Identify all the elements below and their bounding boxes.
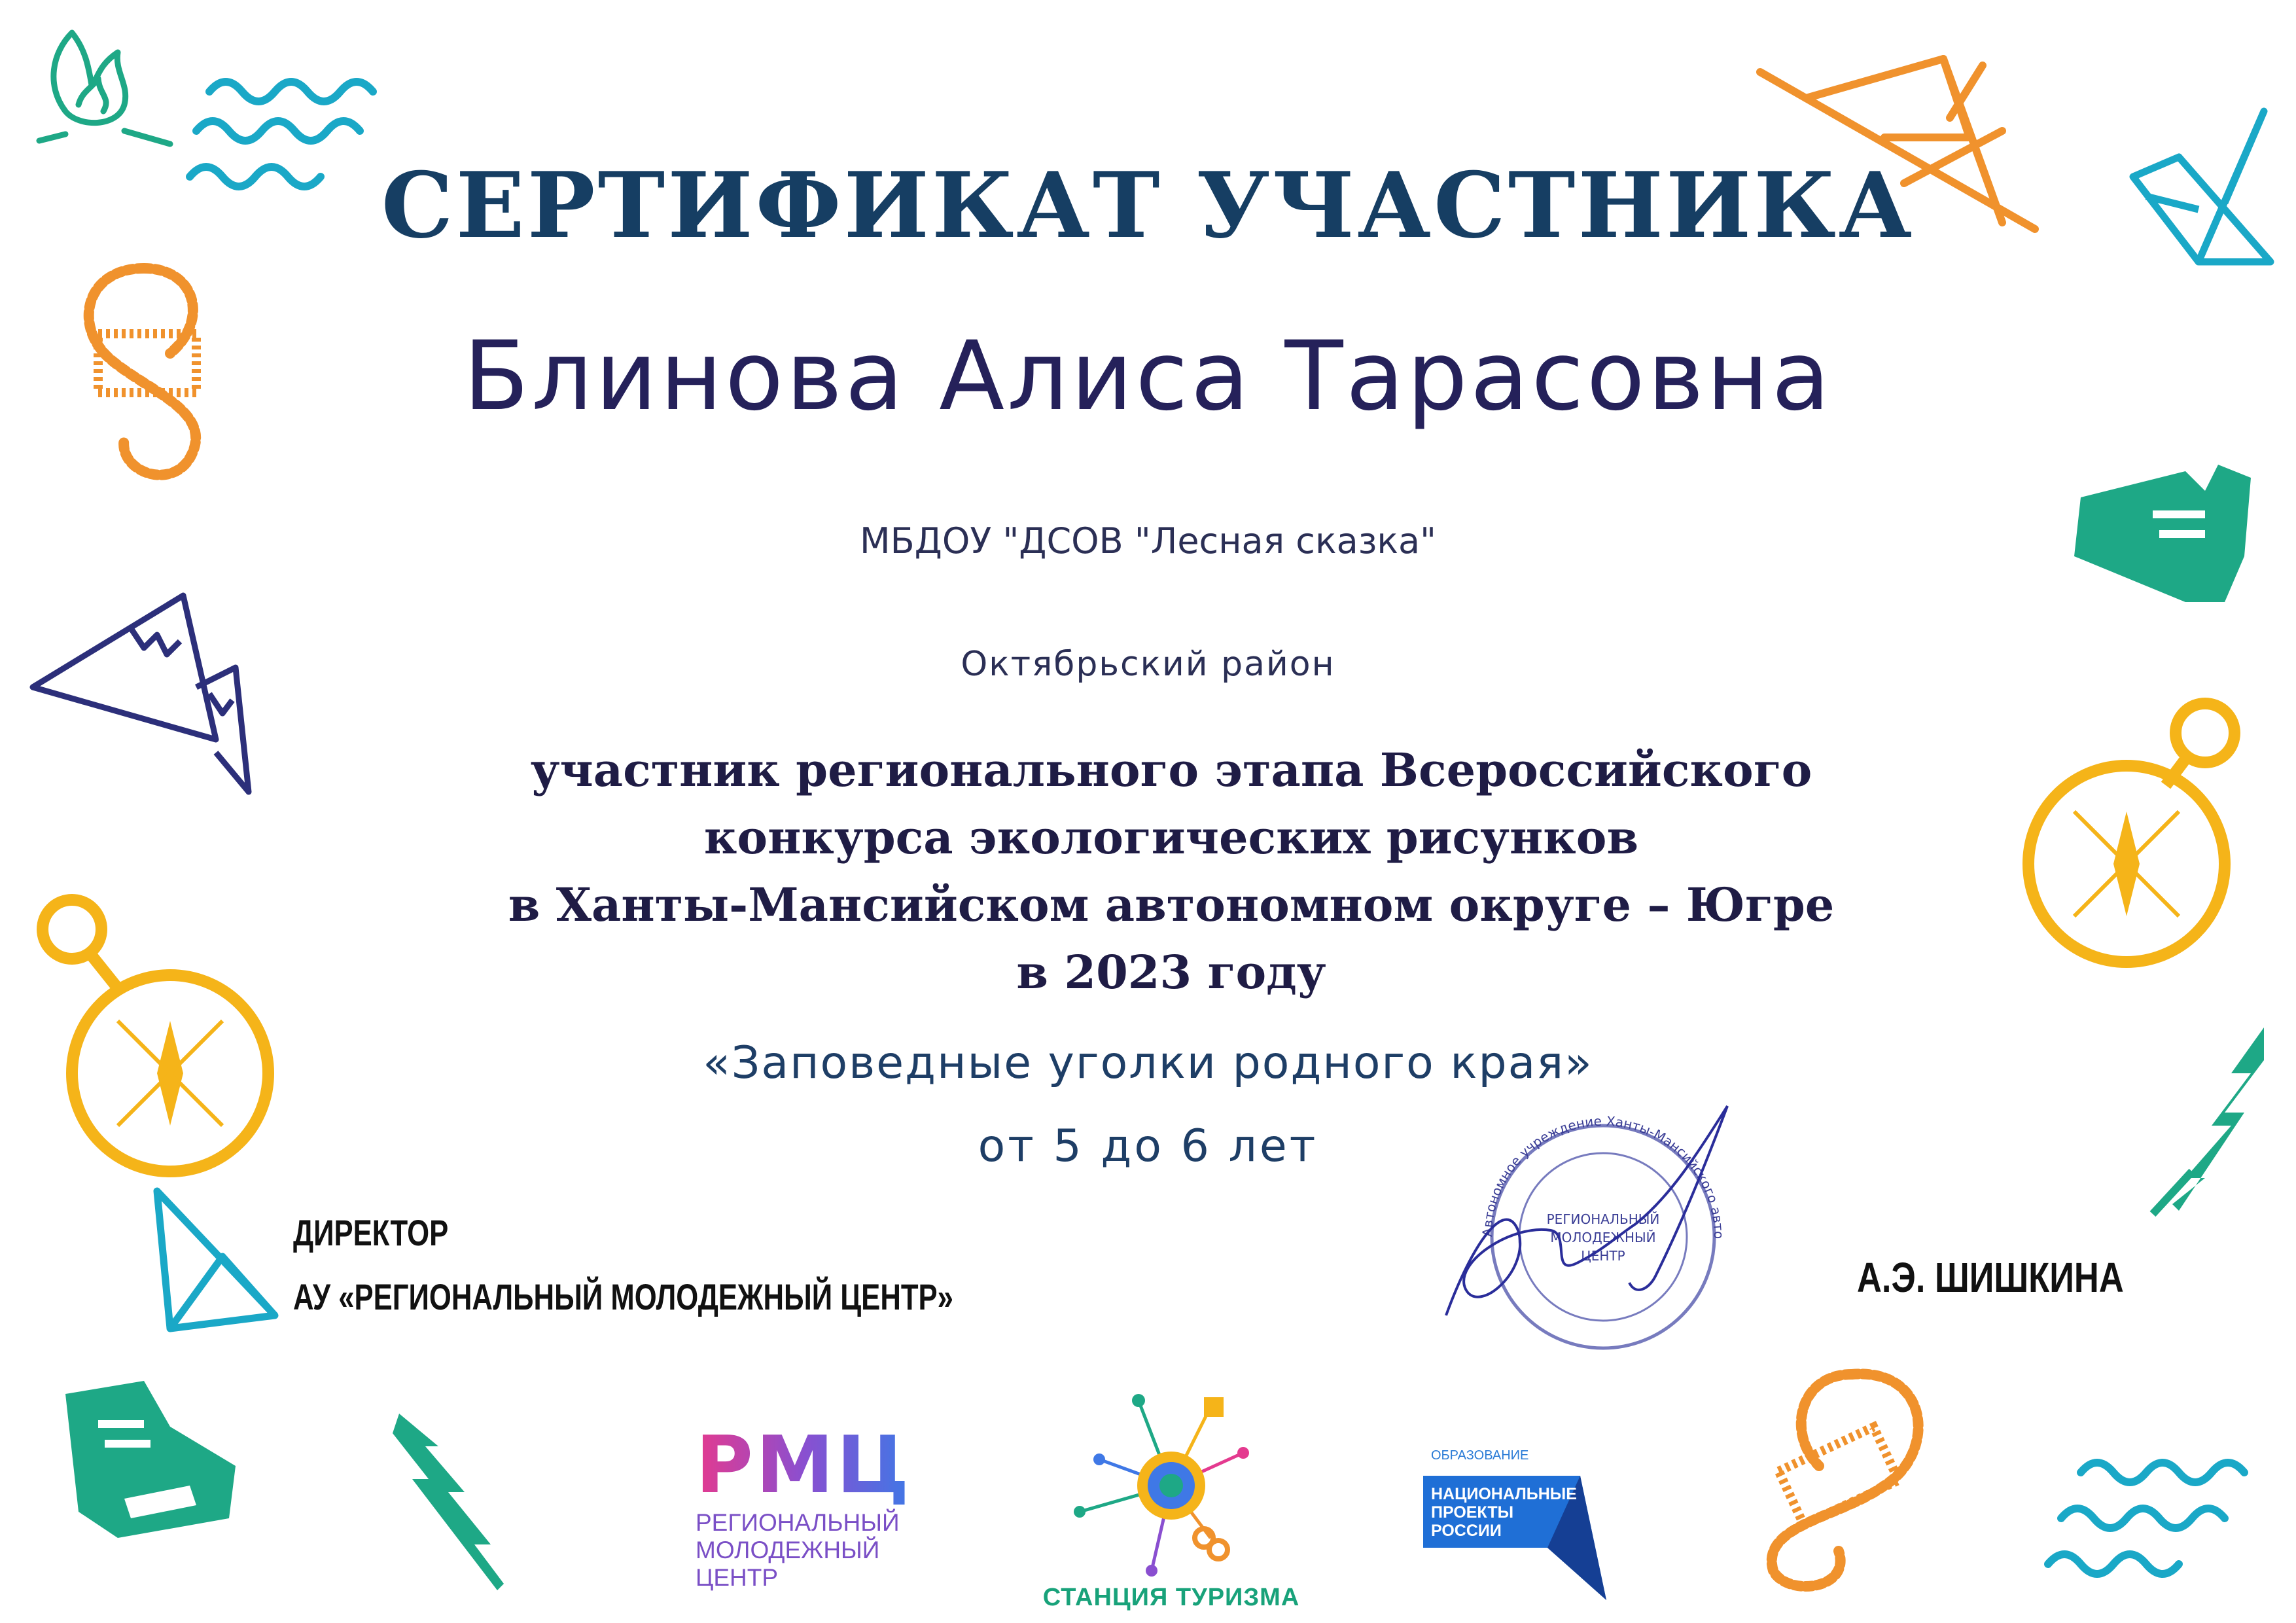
award-text (366, 736, 1976, 1006)
station-tourism-logo (1021, 1387, 1322, 1623)
mountains-icon (26, 589, 262, 798)
award-line: в Ханты-Мансийском автономном округе – Югре (508, 878, 1835, 932)
rmc-logo (696, 1420, 944, 1616)
district: Октябрьский район (961, 645, 1335, 684)
waves-icon (2041, 1433, 2284, 1597)
pine-tree-icon (386, 1407, 517, 1597)
stamp-inner-line: РЕГИОНАЛЬНЫЙ (1546, 1211, 1660, 1227)
signer-name: А.Э. ШИШКИНА (1857, 1254, 2124, 1301)
award-line: в 2023 году (1016, 945, 1326, 999)
national-projects-logo (1417, 1436, 1626, 1613)
station-label: СТАНЦИЯ ТУРИЗМА (1042, 1584, 1300, 1611)
director-title (293, 1201, 953, 1329)
national-projects-category: ОБРАЗОВАНИЕ (1431, 1448, 1529, 1463)
director-line: ДИРЕКТОР (293, 1212, 449, 1253)
station-emblem-icon (1021, 1387, 1322, 1584)
recipient-name: Блинова Алиса Тарасовна (463, 321, 1833, 432)
rmc-logo-caption: РЕГИОНАЛЬНЫЙ МОЛОДЕЖНЫЙ ЦЕНТР (696, 1509, 900, 1591)
rmc-logo-letters: РМЦ (696, 1420, 912, 1511)
award-line: участник регионального этапа Всероссийского (530, 743, 1812, 797)
contest-name: «Заповедные уголки родного края» (703, 1037, 1593, 1089)
boot-icon (39, 1368, 249, 1551)
official-stamp (1420, 1080, 1786, 1355)
campfire-icon (26, 13, 177, 151)
certificate-title: СЕРТИФИКАТ УЧАСТНИКА (381, 152, 1915, 259)
stamp-inner-line: МОЛОДЕЖНЫЙ (1550, 1230, 1656, 1245)
age-group: от 5 до 6 лет (978, 1120, 1318, 1172)
stamp-outer-text: Автономное учреждение Ханты-Мансийского авто (1479, 1113, 1727, 1240)
paper-boat-icon (144, 1178, 288, 1348)
director-line: АУ «РЕГИОНАЛЬНЫЙ МОЛОДЕЖНЫЙ ЦЕНТР» (293, 1276, 953, 1317)
compass-icon (1996, 687, 2270, 982)
stamp-inner-line: ЦЕНТР (1581, 1248, 1625, 1264)
national-projects-title: НАЦИОНАЛЬНЫЕ ПРОЕКТЫ РОССИИ (1431, 1485, 1577, 1540)
rope-icon (1721, 1355, 1956, 1603)
award-line: конкурса экологических рисунков (703, 810, 1639, 865)
organization: МБДОУ "ДСОВ "Лесная сказка" (860, 520, 1436, 562)
